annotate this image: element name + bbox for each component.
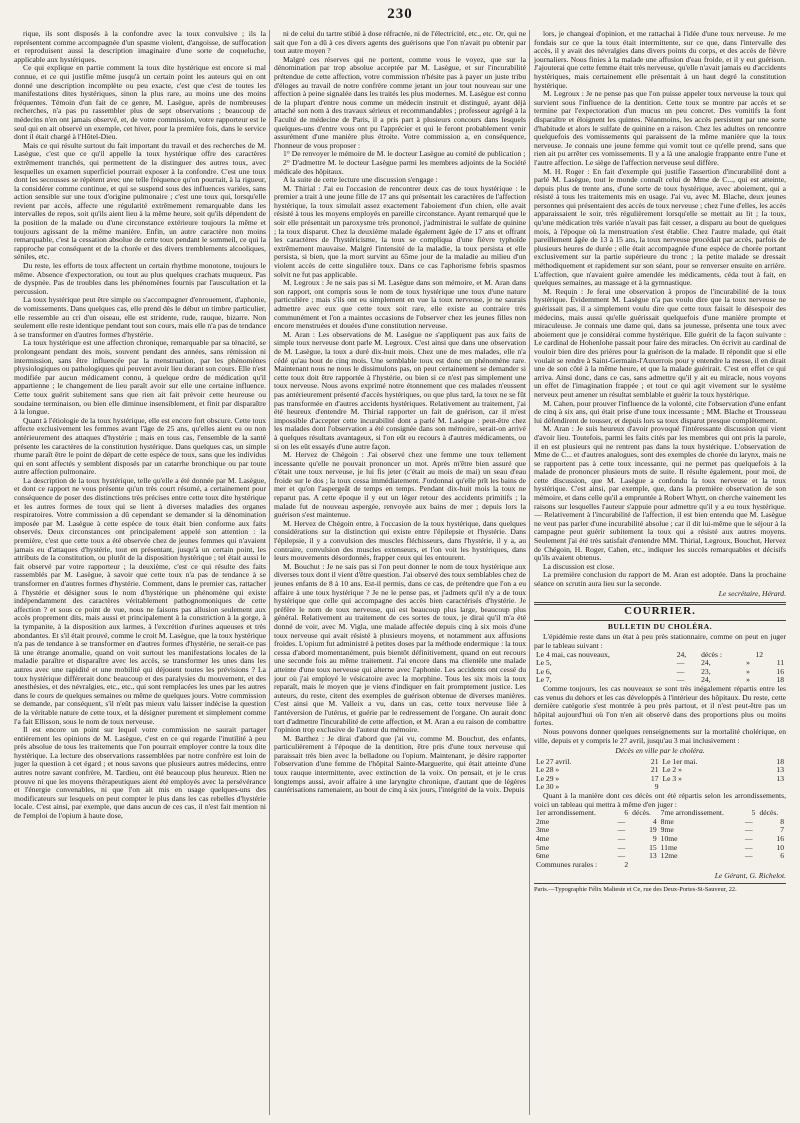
- table-cell: 12me: [660, 851, 678, 861]
- table-cell: 9: [652, 834, 657, 844]
- column-3: [534, 30, 786, 1115]
- table-cell: Le 28 »: [536, 765, 560, 775]
- section-rule-2: [534, 620, 786, 621]
- table-cell: 13: [776, 765, 784, 775]
- table-cell: décès :: [701, 649, 722, 659]
- paragraph: rique, ils sont disposés à la confondre avec la toux convulsive ; ils la représentent comme accompagnée d'un spasme violent, d'angoisse, de suffocation et reproduisent aussi la description imaginaire d'une sorte de coqueluche, applicable aux hystériques.: [14, 30, 266, 64]
- table-cell: 2: [624, 859, 629, 869]
- table-cell: —: [744, 851, 753, 861]
- paragraph: 2° D'admettre M. le docteur Lasègue parmi les membres adjoints de la Société médicale des hôpitaux.: [274, 157, 526, 176]
- table-cell: décès.: [759, 808, 779, 818]
- table-cell: 24,: [701, 658, 711, 668]
- table-cell: [659, 861, 743, 870]
- paragraph: M. Aran : Les observations de M. Lasègue ne s'appliquent pas aux faits de simple toux nerveuse dont parle M. Legroux. C'est ainsi que dans une observation de M. Lasègue, la toux a duré dix-huit mois. Chez une de mes malades, elle n'a cédé qu'au bout de cinq mois. Une semblable toux est donc un phénomène rare. Maintenant nous ne nous le dissimulons pas, on peut certainement se demander si cette toux doit être rapportée à l'hystérie, ou bien si ce n'est pas simplement une toux nerveuse. Nous avons exprimé notre étonnement que ces malades n'eussent pas antérieurement présenté d'accès hystériques, ou que plus tard, la toux ne se fût pas transformée en d'autres accidents hystériques. Relativement au traitement, j'ai été heureux d'entendre M. Thirial rapporter un fait de guérison, car il m'est impossible d'accepter cette incurabilité dont a parlé M. Lasègue : peut-être chez les malades dont l'observation a été consignée dans son mémoire, serait-on arrivé à quelques résultats avantageux, si l'on eût eu recours à d'autres médicaments, ou si on les eût essayés d'une autre façon.: [274, 329, 526, 451]
- table-cell: 10: [776, 842, 784, 852]
- paragraph: M. Cahen, pour prouver l'influence de la volonté, cite l'observation d'une enfant de cinq à six ans, qui était prise d'une toux incessante ; MM. Blache et Trousseau lui défendirent de tousser, et depuis lors sa toux disparut presque complètement.: [534, 398, 786, 425]
- table-cell: —: [676, 658, 685, 668]
- column-divider-1: [269, 30, 270, 1115]
- deaths-row: [534, 758, 786, 767]
- table-cell: Le 7,: [536, 675, 552, 685]
- deaths-row: [534, 775, 786, 784]
- table-cell: 2me: [536, 816, 550, 826]
- paragraph: M. Bouchut : Je ne sais pas si l'on peut donner le nom de toux hystérique aux diverses toux dont il vient d'être question. J'ai observé des toux semblables chez de jeunes enfants de 8 à 10 ans. Est-il permis, dans ce cas, de prétendre que l'on a eu affaire à une toux hystérique ? Je ne le pense pas, et j'admets qu'il n'y a de toux hystérique que celle qui accompagne des accès bien caractérisés d'hystérie. Je préfère le nom de toux nerveuse, qui est beaucoup plus large, beaucoup plus général. Relativement au traitement de ces sortes de toux, je dirai qu'il m'a été donné de voir, avec M. Vigla, une malade affectée depuis cinq à six mois d'une toux nerveuse qui avait résisté à plusieurs moyens, et notamment aux affusions froides. L'opium fut administré à petites doses par la méthode endermique : la toux cessa d'abord momentanément, puis bientôt définitivement, quand on eut recours une seconde fois au même traitement. J'ai encore dans ma clientèle une malade atteinte d'une toux nerveuse qui alterne avec l'aphonie. Les accidents ont cessé du jour où j'ai employé le vésicatoire avec la morphine. Tous les six mois la toux reparaît, mais le moyen que je viens d'indiquer en fait promptement justice. Les auteurs, du reste, citent des exemples de guérison obtenue de diverses manières. C'est ainsi que M. Valleix a vu, dans un cas, cette toux nerveuse liée à l'antéversion de l'utérus, et guérie par le redressement de l'organe. On aurait donc tort d'admettre l'incurabilité de cette affection, et M. Aran a eu raison de combattre l'opinion trop exclusive de l'auteur du mémoire.: [274, 561, 526, 735]
- table-cell: [757, 861, 786, 870]
- table-cell: —: [617, 834, 626, 844]
- table-cell: 13: [776, 773, 784, 783]
- paragraph: M. Hervez de Chégoin entre, à l'occasion de la toux hystérique, dans quelques considérations sur la distinction qui existe entre l'épilepsie et l'hystérie. Dans l'épilepsie, il y a convulsion des muscles fléchisseurs, dans l'hystérie, il y a, au contraire, convulsion des muscles extenseurs, et l'on voit les hystériques, dans leurs mouvements désordonnés, frapper ceux qui les entourent.: [274, 518, 526, 563]
- paragraph: M. Aran : Je suis heureux d'avoir provoqué l'intéressante discussion qui vient d'avoir lieu. Toutefois, parmi les faits cités par les membres qui ont pris la parole, il en est plusieurs qui ne rentrent pas dans la toux hystérique. L'observation de Mme de C... et d'autres analogues, sont des exemples de chorée du larynx, mais ne se rapportent pas à cette toux incessante, qui ne permet pas quelquefois à la malade de prononcer plusieurs mots de suite. Il résulte également, pour moi, de cette discussion, que M. Lasègue a confondu la toux nerveuse et la toux hystérique. C'est ainsi, par exemple, que, dans la première observation de son mémoire, et dans celle qu'il a empruntée à Robert Whytt, on cherche vainement les raisons sur lesquelles l'auteur s'appuie pour admettre qu'il y a eu toux hystérique. — Relativement à l'incurabilité de l'affection, il est bien entendu que M. Lasègue ne veut pas parler d'une incurabilité absolue ; car il dit lui-même que le séjour à la campagne peut guérir subitement la toux qui a résisté aux autres moyens. Seulement j'ai été très satisfait d'entendre MM. Thirial, Legroux, Bouchut, Hervez de Chégoin, H. Roger, Cahen, etc., indiquer les succès remarquables et décisifs qu'ils avaient obtenus.: [534, 424, 786, 563]
- table-cell: 5: [751, 808, 756, 818]
- table-cell: 8: [780, 816, 784, 826]
- paragraph: M. H. Roger : En fait d'exemple qui justifie l'assertion d'incurabilité dont a parlé M. Lasègue, tout le monde connaît celui de Mme de C..., qui est atteinte, depuis plus de trente ans, d'une sorte de toux hystérique, avec aboiement, qui a résisté à tous les traitements mis en usage. J'ai vu, avec M. Blache, deux jeunes personnes qui présentaient des accès de toux nerveuse ; chez l'une d'elles, les accès apparaissaient le soir, très régulièrement lorsqu'elle se mettait au lit ; la toux, qu'une médication très variée n'avait pas fait cesser, a disparu au bout de quelques mois, à l'époque où la menstruation s'est établie. Chez l'autre malade, qui était pareillement âgée de 13 à 15 ans, la toux nerveuse procédait par accès, parfois de plusieurs heures de durée ; elle était accompagnée d'une espèce de chorée portant exclusivement sur la partie supérieure du tronc ; la petite malade se dressait méthodiquement et rapidement sur son séant, pour se renverser ensuite en arrière. L'affection, que n'avaient guère amendée les médicaments, céda tout à fait, en quelques semaines, au massage et à la gymnastique.: [534, 166, 786, 288]
- table-cell: »: [746, 666, 750, 676]
- bulletin-intro: L'épidémie reste dans un état à peu près stationnaire, comme on peut en juger par le tableau suivant :: [534, 632, 786, 650]
- table-cell: 13: [649, 851, 657, 861]
- paragraph: M. Thirial : J'ai eu l'occasion de rencontrer deux cas de toux hystérique : le premier a trait à une jeune fille de 17 ans qui présentait les caractères de l'affection hystérique, la toux simulait assez exactement l'aboiement d'un chien, elle avait résisté à tous les moyens employés en pareille circonstance. Ayant remarqué que le soir elle présentait un paroxysme très prononcé, j'administrai le sulfate de quinine ; la toux disparut. Chez la deuxième malade également âgée de 17 ans et offrant les caractères de l'hystéricisme, la toux se compliqua d'une fièvre typhoïde extrêmement mauvaise. Malgré l'intensité de la maladie, la toux persista et elle persista, si bien, que la mort survint au 65me jour de la maladie au milieu d'un violent accès de cette singulière toux. Dans ce cas l'aphorisme febris spasmos solvit ne fut pas applicable.: [274, 183, 526, 279]
- table-cell: 7me arrondissement.: [660, 808, 724, 818]
- secretary-signature: Le secrétaire, Hérard.: [718, 588, 786, 598]
- table-cell: 7: [780, 825, 784, 835]
- table-cell: —: [676, 666, 685, 676]
- table-cell: »: [746, 658, 750, 668]
- column-1: [14, 30, 266, 1115]
- bulletin-mid: Comme toujours, les cas nouveaux se sont très inégalement répartis entre les cas venus du dehors et les cas développés à l'intérieur des hôpitaux. Du reste, cette dernière catégorie s'est montrée à peu près partout, et il n'est peut-être pas un hôpital aujourd'hui où l'on n'en ait observé dans des proportions plus ou moins fortes.: [534, 683, 786, 728]
- gerant-signature: Le Gérant, G. Richelot.: [714, 871, 786, 881]
- table-cell: —: [617, 842, 626, 852]
- paragraph: Du reste, les efforts de toux affectent un certain rhythme monotone, toujours le même. Absence d'expectoration, ou tout au plus quelques crachats muqueux. Pas de dyspnée. Pas de troubles dans les phénomènes fournis par l'auscultation et la percussion.: [14, 261, 266, 296]
- paragraph: Mais ce qui résulte surtout du fait important du travail et des recherches de M. Lasègue, c'est que ce qu'il appelle la toux hystérique offre des caractères extrêmement tranchés, qui permettent de la distinguer des autres toux, avec lesquelles un examen superficiel pourrait exposer à la confondre. C'est une toux dont les secousses se répètent avec une telle fréquence qu'on pourrait, à la rigueur, la considérer comme continue, et qui se suspend sous des influences variées, sans action sensible sur une toux d'origine pulmonaire ; c'est une toux qui, lorsqu'elle revient par accès, affecte une régularité extrêmement remarquable dans les intervalles de repos, soit qu'ils aient lieu à la même heure, soit qu'ils dépendent de la position de la malade ou d'une circonstance extérieure toujours la même et toujours agissant de la même manière. Enfin, un autre caractère non moins remarquable, c'est la cessation absolue de cette toux pendant le sommeil, ce qui la rapproche par conséquent et de la chorée et des divers tremblements alcooliques, séniles, etc.: [14, 140, 266, 262]
- table-cell: —: [744, 816, 753, 826]
- table-cell: Le 27 avril.: [536, 756, 572, 766]
- table-cell: Le 30 »: [536, 782, 560, 792]
- paragraph: M. Hervez de Chégoin : J'ai observé chez une femme une toux tellement incessante qu'elle ne pouvait prononcer un mot. Après m'être bien assuré que c'était une toux nerveuse, je lui fis jeter (c'était au mois de mai) un seau d'eau froide sur le dos ; la toux cessa immédiatement. J'ordonnai qu'elle prît les bains de mer et qu'on l'aspergeât de temps en temps. Pendant dix-huit mois la toux ne reparut pas. A cette époque il y eut un léger retour des accidents primitifs ; la malade fut de nouveau aspergée, renvoyée aux bains de mer ; depuis lors la guérison s'est maintenue.: [274, 450, 526, 520]
- paragraph: Quant à l'étiologie de la toux hystérique, elle est encore fort obscure. Cette toux affecte exclusivement les femmes avant l'âge de 25 ans, qu'elles aient eu ou non antérieurement des attaques d'hystérie ; mais en tous cas, l'ensemble de la santé présente les caractères de la constitution hystérique. Dans quelques cas, un simple rhume paraît être le point de départ de cette espèce de toux, sans que les individus qui en sont affectés y semblent disposés par un catarrhe bronchique ou par toute autre affection pulmonaire.: [14, 415, 266, 477]
- table-cell: 6me: [536, 851, 550, 861]
- courrier-title: COURRIER.: [624, 605, 696, 618]
- deaths-table: [534, 758, 786, 792]
- arrondissement-intro: Quant à la manière dont ces décès ont été répartis selon les arrondissements, voici un tableau qui mettra à même d'en juger :: [534, 791, 786, 809]
- table-cell: 5me: [536, 842, 550, 852]
- table-cell: 6: [624, 808, 629, 818]
- paragraph: Il est encore un point sur lequel votre commission ne saurait partager entièrement les opinions de M. Lasègue, c'est en ce qui regarde l'inutilité à peu près absolue de tous les traitements que l'on pourrait employer contre la toux dite hystérique. La lecture des observations rassemblées par notre confrère est loin de juger la question à cet égard ; et nous savons que plusieurs autres médecins, entre autres notre savant confrère, M. Tardieu, ont été beaucoup plus heureux. Rien ne prouve ni que les moyens thérapeutiques aient été employés avec la persévérance et l'énergie convenables, ni que l'on ait mis en usage quelques-uns des modificateurs sur lesquels on peut compter le plus dans les cas rebelles d'hystérie locale. C'est ainsi, par exemple, que dans aucun de ces cas, il n'est fait mention ni de l'emploi de l'opium à haute dose,: [14, 725, 266, 821]
- table-cell: 4me: [536, 834, 550, 844]
- page-number: 230: [387, 6, 413, 22]
- table-cell: Le 29 »: [536, 773, 560, 783]
- table-cell: 21: [650, 765, 659, 775]
- arrondissement-table: [534, 809, 786, 869]
- table-cell: Communes rurales :: [536, 859, 598, 869]
- table-cell: —: [744, 825, 753, 835]
- table-cell: 23,: [701, 666, 711, 676]
- table-cell: 15: [649, 842, 657, 852]
- paragraph: Malgré ces réserves qui ne portent, comme vous le voyez, que sur la dénomination par trop absolue acceptée par M. Lasègue, et sur l'incurabilité prétendue de cette affection, votre commission n'hésite pas à payer un juste tribu d'éloges au travail de notre confrère comme jetant un jour tout nouveau sur une affection à peine signalée dans les traités les plus modernes. M. Lasègue est connu de la plupart d'entre nous comme un médecin instruit et distingué, ayant déjà attaché son nom à des travaux sérieux et recommandables ; professeur agrégé à la Faculté de médecine de Paris, il a pris part à plusieurs concours dans lesquels quelques-uns d'entre vous ont pu l'apprécier et qui le feront probablement venir assurément d'une manière plus étroite. Votre commission a, en conséquence, l'honneur de vous proposer :: [274, 54, 526, 150]
- paragraph: 1° De renvoyer le mémoire de M. le docteur Lasègue au comité de publication ;: [283, 149, 526, 159]
- table-cell: 1er arrondissement.: [536, 808, 596, 818]
- column-2: [274, 30, 526, 1115]
- table-cell: [743, 861, 758, 870]
- paragraph: M. Legroux : Je ne sais pas si M. Lasègue dans son mémoire, et M. Aran dans son rapport, ont compris sous le nom de toux hystérique une toux d'une nature particulière ; mais s'ils ont eu simplement en vue la toux nerveuse, je ne saurais admettre avec eux que cette toux soit rare, elle existe au contraire très communément et l'on a maintes occasions de l'observer chez les jeunes filles non encore menstruées et douées d'une constitution nerveuse.: [274, 278, 526, 331]
- table-cell: 16: [776, 834, 784, 844]
- table-cell: »: [746, 675, 750, 685]
- table-cell: 8me: [660, 816, 674, 826]
- arrondissement-row: [534, 861, 786, 870]
- paragraph: Ce qui explique en partie comment la toux dite hystérique est encore si mal connue, et ce qui justifie même jusqu'à un certain point les auteurs qui en ont donné une description incomplète ou peu exacte, c'est que c'est de toutes les manifestations dites hystériques, sinon la plus rare, au moins une des moins fréquentes. Témoin d'un fait de ce genre, M. Lasègue, après de nombreuses recherches, n'a pas pu rassembler plus de sept observations ; beaucoup de médecins n'en ont jamais observé, et, de votre commission, votre rapporteur est le seul qui en ait observé un exemple, cet hiver, pour la première fois, dans le service dont il était chargé à l'Hôtel-Dieu.: [14, 63, 266, 142]
- table-cell: Le 4 mai, cas nouveaux,: [536, 649, 610, 659]
- table-cell: 11me: [660, 842, 678, 852]
- table-cell: —: [744, 834, 753, 844]
- table-cell: 24,: [676, 649, 687, 659]
- table-cell: 18: [776, 675, 784, 685]
- table-cell: 19: [649, 825, 657, 835]
- table-cell: Le 1er mai.: [662, 756, 698, 766]
- paragraph: A la suite de cette lecture une discussion s'engage :: [283, 175, 438, 185]
- table-cell: 24,: [701, 675, 711, 685]
- paragraph: M. Requin : Je ferai une observation à propos de l'incurabilité de la toux hystérique. Évidemment M. Lasègue n'a pas voulu dire que la toux nerveuse ne guérissait pas, il a simplement voulu dire que cette toux faisait le désespoir des médecins, mais aussi qu'elle guérissait quelquefois d'une manière prompte et miraculeuse. Je connais une dame qui, dans sa jeunesse, présenta une toux avec aboiement que je considérai comme hystérique. Elle guérit de la façon suivante : Le cardinal de Hohenlohe passait pour faire des miracles. On écrivit au cardinal de vouloir bien dire des prières pour la guérison de la malade. Il répondit que si elle voulait se rendre à Saint-Germain-l'Auxerrois pour y entendre la messe, il en dirait une de son côté à la même heure, et que la malade guérirait. C'est en effet ce qui arriva. Ainsi donc, dans ce cas, sans admettre qu'il y ait eu miracle, nous voyons un effet de l'imagination frappée ; et tout ce qui agit vivement sur le système nerveux peut amener un résultat semblable et guérir la toux hystérique.: [534, 286, 786, 399]
- deaths-heading: Décès en ville par le choléra.: [615, 746, 705, 756]
- table-cell: 21: [650, 756, 659, 766]
- table-cell: 6: [780, 851, 784, 861]
- table-cell: Le 3 »: [662, 773, 682, 783]
- table-cell: Le 2 »: [662, 765, 682, 775]
- deaths-intro: Nous pouvons donner quelques renseignements sur la mortalité cholérique, en ville, depuis et y compris le 27 avril, jusqu'au 3 mai inclusivement :: [534, 726, 786, 745]
- table-cell: 3me: [536, 825, 550, 835]
- table-cell: —: [676, 675, 685, 685]
- printer-imprint: Paris.—Typographie Félix Malteste et Ce, rue des Deux-Portes-St-Sauveur, 22.: [534, 883, 786, 894]
- cases-table: [534, 651, 786, 685]
- column-3-text: [534, 30, 786, 589]
- table-cell: —: [744, 842, 753, 852]
- table-cell: 4: [652, 816, 657, 826]
- table-cell: —: [617, 816, 626, 826]
- table-cell: 18: [776, 756, 784, 766]
- deaths-row: [534, 766, 786, 775]
- table-cell: 9me: [660, 825, 674, 835]
- column-divider-2: [529, 30, 530, 1115]
- table-cell: —: [617, 825, 626, 835]
- paragraph: La toux hystérique peut être simple ou s'accompagner d'enrouement, d'aphonie, de vomissements. Dans quelques cas, elle prend dès le début un timbre particulier, elle ressemble au cri d'un oiseau, elle est stridente, rude, rauque, bizarre. Non seulement elle reste identique pendant tout son cours, mais elle n'a pas de tendance à se transformer en d'autres formes d'hystérie.: [14, 295, 266, 339]
- table-cell: décès.: [632, 808, 651, 818]
- table-cell: 11: [776, 658, 784, 668]
- paragraph: M. Legroux : Je ne pense pas que l'on puisse appeler toux nerveuse la toux qui survient sous l'influence de la dentition. Cette toux se montre par accès et se termine par l'expectoration d'un mucus un peu concret. Des vomitifs la font disparaître et éloignent les quintes. Néanmoins, les accès persistent par une sorte d'habitude et alors le sulfate de quinine en a raison. Chez les adultes on rencontre quelquefois des vomissements qui paraissent de la même manière que la toux nerveuse. Je connais une jeune femme qui vomit tout ce qu'elle prend, sans que rien ait pu arrêter ces vomissements. Il y a là une analogie frappante entre l'une et l'autre affection. Le siège de l'affection nerveuse seul diffère.: [534, 89, 786, 167]
- table-cell: [630, 861, 659, 870]
- paragraph: La description de la toux hystérique, telle qu'elle a été donnée par M. Lasègue, et dont ce rapport ne vous présente qu'un très court résumé, a certainement pour conséquence de poser des distinctions très précises entre cette toux dite hystérique et les autres formes de toux qui se lient à diverses maladies des organes respiratoires. Votre commission a dû cependant se demander si la dénomination imposée par M. Lasègue à cette espèce de toux était bien conforme aux faits observés. Deux circonstances ont principalement appelé son attention : la première, c'est que cette toux a été observée chez de jeunes femmes qui n'avaient jamais eu d'attaques d'hystérie, tout en présentant, jusqu'à un certain point, les attributs de la constitution, ou plutôt de la disposition hystérique ; tel était aussi le fait observé par votre rapporteur ; la deuxième, c'est ce qui résulte des faits rassemblés par M. Lasègue, à savoir que cette toux n'a pas de tendance à se transformer en d'autres formes d'hystérie. Comment, dans le premier cas, rattacher à l'hystérie et désigner sous le nom d'hystérique un phénomène qui existe indépendamment des caractères véritablement pathognomoniques de cette affection ? et sous ce point de vue, nous ne faisons pas allusion seulement aux accès proprement dits, mais aussi et principalement à la constriction à la gorge, à la tympanite, à la disposition aux larmes, à l'excrétion d'urines aqueuses et très abondantes. Et s'il était prouvé, comme le croit M. Lasègue, que la toux hystérique n'a pas de tendance à se transformer en d'autres formes d'hystérie, ne serait-ce pas là une étrange anomalie, quand on voit surtout les manifestations locales de la maladie paraître et disparaître avec les accès, se transformer les unes dans les autres avec une rapidité et une mobilité qui déjouent toutes les prévisions ? La toux hystérique différerait donc beaucoup et des paralysies du mouvement, et des anesthésies, et des névralgies, etc., etc., qui sont remplacées les unes par les autres dans le cours de quelques semaines ou même de quelques jours. Votre commission se demande, par conséquent, s'il n'eût pas mieux valu laisser indécise la question de la véritable nature de cette toux, et la désigner purement et simplement comme l'a fait Ellisson, sous le nom de toux nerveuse.: [14, 475, 266, 726]
- table-cell: 10me: [660, 834, 678, 844]
- table-cell: Le 6,: [536, 666, 552, 676]
- table-cell: Le 5,: [536, 658, 552, 668]
- paragraph: La première conclusion du rapport de M. Aran est adoptée. Dans la prochaine séance on scrutin aura lieu sur la seconde.: [534, 570, 786, 588]
- table-cell: 16: [776, 666, 784, 676]
- bulletin-title: BULLETIN DU CHOLÉRA.: [607, 621, 713, 631]
- paragraph: La toux hystérique est une affection chronique, remarquable par sa ténacité, se prolongeant pendant des mois, souvent pendant des années, sans rémission ni intermission, sans être influencée par la menstruation, par les phénomènes physiologiques ou pathologiques qui peuvent avoir lieu durant son cours. Elle n'est modifiée par aucun médicament connu, à quelque ordre de médication qu'il appartienne ; le changement de lieu paraît avoir sur elle une certaine influence. Cette toux guérit subitement sans que rien ait fait prévoir cette heureuse ou soudaine terminaison, ou bien elle diminue insensiblement, et finit par disparaître à la longue.: [14, 338, 266, 417]
- paragraph: ni de celui du tartre stibié à dose réfractée, ni de l'électricité, etc., etc. Or, qui ne sait que l'on a dû à ces divers agents des guérisons que l'on n'avait pu obtenir par tout autre moyen ?: [274, 30, 526, 56]
- table-cell: 9: [654, 782, 659, 792]
- paragraph: lors, je changeai d'opinion, et me rattachai à l'idée d'une toux nerveuse. Je me fondais sur ce que la toux était intermittente, sur ce que, dans l'intervalle des accès, il y avait des névralgies dans divers points du corps, et des accès de fièvre journaliers. Nous finies à la malade une affusion d'eau froide, et il y eut guérison. J'ajouterai que cette femme était très nerveuse, qu'elle n'avait jamais eu d'accidents hystériques, mais certainement elle présentait à un haut degré la constitution hystérique.: [534, 30, 786, 90]
- table-cell: 17: [650, 773, 659, 783]
- paragraph: M. Barthez : Je dirai d'abord que j'ai vu, comme M. Bouchut, des enfants, particulièrement à l'époque de la dentition, être pris d'une toux nerveuse qui paraissait très bien avec la belladone ou l'opium. Maintenant, je désire rapporter l'observation d'une femme de l'hôpital Sainte-Marguerite, qui était atteinte d'une toux rauque intermittente, avec extinction de la voix. On pensait, et je le crus longtemps aussi, avoir affaire à une laryngite chronique, d'autant que de légères cautérisations ramenaient, au bout de cinq à six jours, l'intégrité de la voix. Depuis: [274, 733, 526, 795]
- paragraph: La discussion est close.: [543, 561, 615, 571]
- table-cell: —: [617, 851, 626, 861]
- table-cell: 12: [755, 649, 764, 659]
